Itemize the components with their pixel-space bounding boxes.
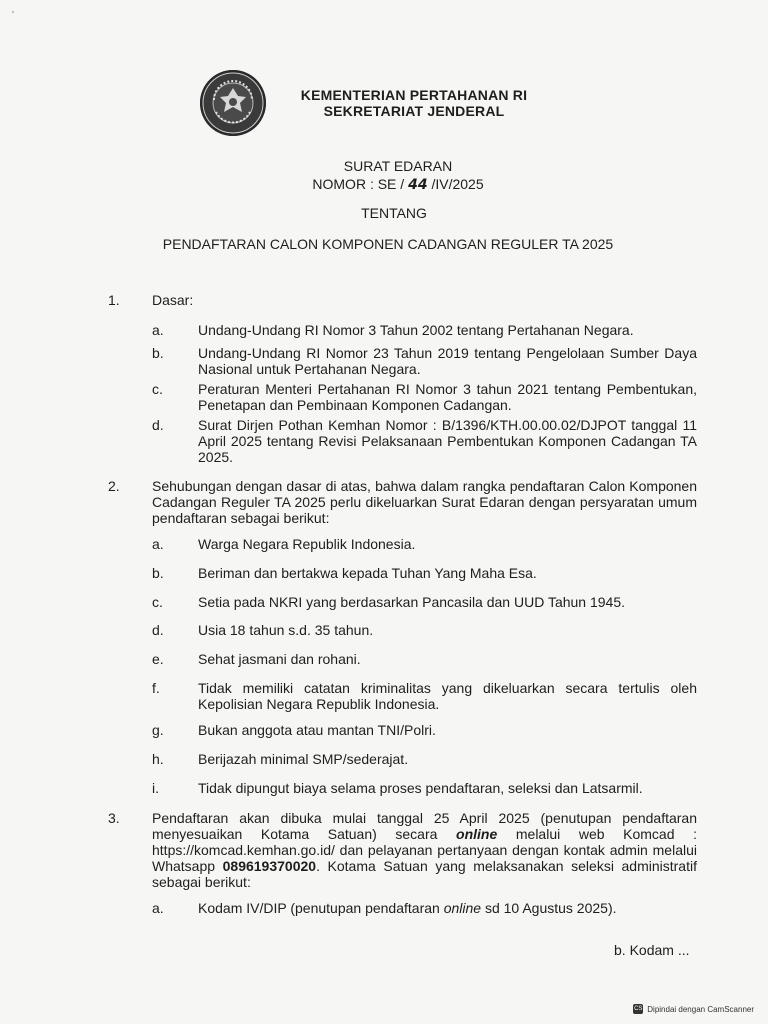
list-item: Usia 18 tahun s.d. 35 tahun. (198, 622, 374, 638)
scan-corner-marks: ' (12, 10, 28, 21)
list-item: Tidak memiliki catatan kriminalitas yang dikeluarkan secara tertulis oleh Kepolisian Negara Republik Indonesia. (198, 680, 697, 712)
section-2-number: 2. (108, 478, 120, 494)
section-1-title: Dasar: (152, 292, 194, 308)
kodam-item-part-2: sd 10 Agustus 2025). (481, 900, 617, 916)
list-label: i. (152, 780, 159, 796)
section-3-text (152, 810, 697, 890)
list-item: Beriman dan bertakwa kepada Tuhan Yang Maha Esa. (198, 565, 537, 581)
list-label: e. (152, 651, 164, 667)
number-suffix: /IV/2025 (427, 176, 484, 192)
list-label: d. (152, 622, 164, 638)
section-3-part-3: . Kotama Satuan yang melaksanakan seleksi administratif sebagai berikut: (152, 858, 697, 890)
list-label: c. (152, 594, 163, 610)
document-number (14, 176, 768, 193)
list-item: Tidak dipungut biaya selama proses pendaftaran, seleksi dan Latsarmil. (198, 780, 643, 796)
list-label: g. (152, 722, 164, 738)
online-emphasis: online (456, 826, 498, 842)
list-label: a. (152, 900, 164, 916)
document-subject: PENDAFTARAN CALON KOMPONEN CADANGAN REGULER TA 2025 (162, 236, 614, 252)
list-item: Surat Dirjen Pothan Kemhan Nomor : B/1396/KTH.00.00.02/DJPOT tanggal 11 April 2025 tentang Revisi Pelaksanaan Pembentukan Komponen Cadangan TA 2025. (198, 417, 697, 465)
list-item: Peraturan Menteri Pertahanan RI Nomor 3 tahun 2021 tentang Pembentukan, Penetapan dan Pembinaan Komponen Cadangan. (198, 381, 697, 413)
list-label: b. (152, 345, 164, 361)
list-label: f. (152, 680, 160, 696)
list-item: Setia pada NKRI yang berdasarkan Pancasila dan UUD Tahun 1945. (198, 594, 626, 610)
online-italic: online (443, 900, 482, 916)
list-item: Undang-Undang RI Nomor 23 Tahun 2019 tentang Pengelolaan Sumber Daya Nasional untuk Pertahanan Negara. (198, 345, 697, 377)
section-2-text: Sehubungan dengan dasar di atas, bahwa dalam rangka pendaftaran Calon Komponen Cadangan Reguler TA 2025 perlu dikeluarkan Surat Edaran dengan persyaratan umum pendaftaran sebagai berikut: (152, 478, 697, 526)
number-prefix: NOMOR : SE / (312, 176, 409, 192)
list-label: a. (152, 536, 164, 552)
list-item: Sehat jasmani dan rohani. (198, 651, 361, 667)
list-label: h. (152, 751, 164, 767)
section-3-part-1: Pendaftaran akan dibuka mulai tanggal 25 April 2025 (penutupan pendaftaran menyesuaikan Kotama Satuan) secara (152, 810, 697, 842)
camscanner-icon: CS (634, 1006, 643, 1012)
section-3-number: 3. (108, 810, 120, 826)
handwritten-number: 44 (408, 177, 428, 193)
list-item: Warga Negara Republik Indonesia. (198, 536, 416, 552)
tentang-heading: TENTANG (361, 205, 427, 221)
list-item (198, 900, 617, 916)
watermark-text: Dipindai dengan CamScanner (647, 1004, 754, 1014)
whatsapp-number: 089619370020 (222, 858, 317, 874)
scanner-watermark (633, 1004, 754, 1014)
ministry-name: KEMENTERIAN PERTAHANAN RI (300, 87, 528, 103)
list-label: b. (152, 565, 164, 581)
document-type: SURAT EDARAN (343, 158, 453, 174)
list-item: Undang-Undang RI Nomor 3 Tahun 2002 tentang Pertahanan Negara. (198, 322, 634, 338)
secretariat-name: SEKRETARIAT JENDERAL (323, 103, 505, 119)
list-item: Berijazah minimal SMP/sederajat. (198, 751, 409, 767)
section-1-number: 1. (108, 292, 120, 308)
list-label: a. (152, 322, 164, 338)
page-continuation: b. Kodam ... (614, 942, 690, 958)
list-item: Bukan anggota atau mantan TNI/Polri. (198, 722, 436, 738)
kodam-item-part-1: Kodam IV/DIP (penutupan pendaftaran (198, 900, 444, 916)
list-label: c. (152, 381, 163, 397)
list-label: d. (152, 417, 164, 433)
section-3-part-2: melalui web Komcad : https://komcad.kemhan.go.id/ dan pelayanan pertanyaan dengan kontak admin melalui Whatsapp (152, 826, 697, 874)
